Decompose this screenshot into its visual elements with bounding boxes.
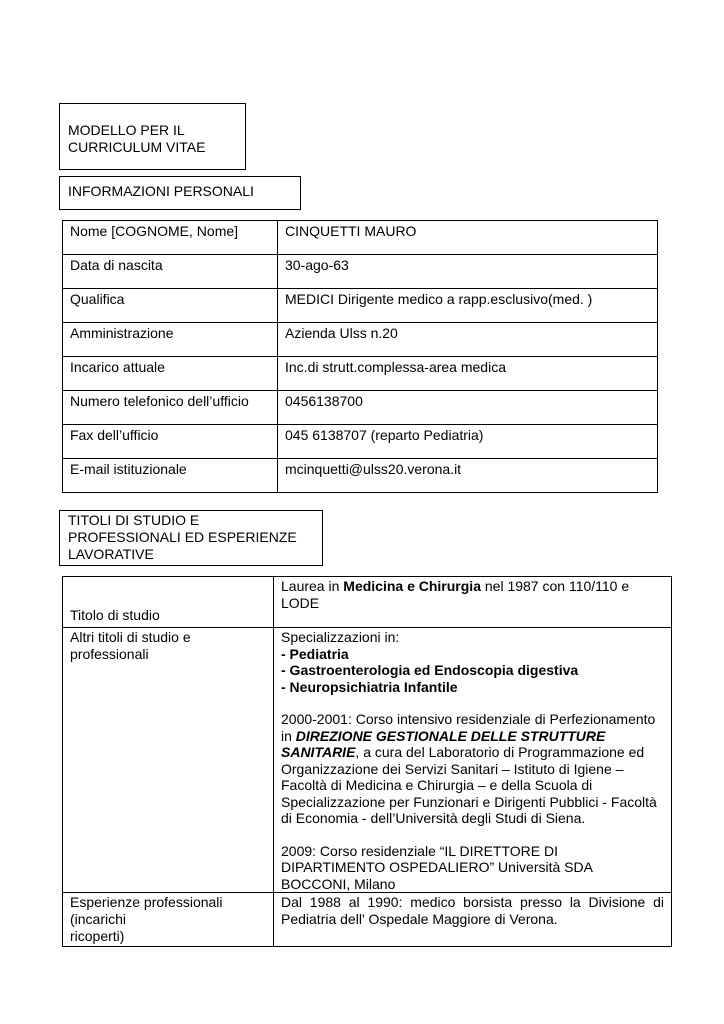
field-label: Incarico attuale (63, 357, 278, 391)
spec-item (281, 679, 664, 696)
spec-item-text: - Gastroenterologia ed Endoscopia digestiva (281, 662, 579, 678)
field-value: 0456138700 (278, 391, 658, 425)
table-row (63, 289, 658, 323)
spec-item-text: - Pediatria (281, 645, 349, 662)
table-row (63, 893, 672, 947)
experience-label (63, 893, 274, 947)
other-titles-label: Altri titoli di studio e professionali (63, 628, 274, 893)
spec-item (281, 662, 664, 679)
field-value: MEDICI Dirigente medico a rapp.esclusivo(med. ) (278, 289, 658, 323)
spec-intro: Specializzazioni in: (281, 629, 400, 645)
personal-info-heading-box (59, 176, 301, 210)
study-label-cell (63, 577, 274, 628)
course-1-bold: DIREZIONE GESTIONALE DELLE STRUTTURE SANITARIE (281, 727, 606, 760)
personal-info-heading: INFORMAZIONI PERSONALI (68, 183, 254, 199)
field-value: 045 6138707 (reparto Pediatria) (278, 425, 658, 459)
field-value: Azienda Ulss n.20 (278, 323, 658, 357)
table-row (63, 221, 658, 255)
table-row (63, 628, 672, 893)
titles-heading-line1: TITOLI DI STUDIO E (68, 512, 200, 528)
personal-info-table (62, 220, 658, 493)
course-1-post: , a cura del Laboratorio di Programmazione ed Organizzazione dei Servizi Sanitari – Istituto di Igiene – Facoltà di Medicina e Chirurgia – e della Scuola di Specializzazione per Funzionari e Dirigenti Pubblici - Facoltà di Economia - dell’Università degli Studi di Siena. (281, 744, 657, 826)
other-titles-value (274, 628, 672, 893)
course-1 (281, 711, 664, 827)
study-value (274, 577, 672, 628)
field-label: E-mail istituzionale (63, 459, 278, 493)
field-label: Amministrazione (63, 323, 278, 357)
experience-label-line3: ricoperti) (70, 928, 125, 944)
cv-model-title-box (59, 103, 246, 170)
field-value: Inc.di strutt.complessa-area medica (278, 357, 658, 391)
table-row (63, 323, 658, 357)
field-value: 30-ago-63 (278, 255, 658, 289)
table-row (63, 255, 658, 289)
course-1-pre: 2000-2001: Corso intensivo residenziale di Perfezionamento in (281, 711, 656, 744)
experience-value: Dal 1988 al 1990: medico borsista presso la Divisione di Pediatria dell' Ospedale Maggiore di Verona. (274, 893, 672, 947)
table-row (63, 391, 658, 425)
spec-item (281, 646, 664, 663)
study-label: Titolo di studio (70, 607, 160, 623)
cv-model-title-line2: CURRICULUM VITAE (68, 139, 206, 155)
field-label: Data di nascita (63, 255, 278, 289)
table-row (63, 357, 658, 391)
table-row (63, 459, 658, 493)
table-row (63, 425, 658, 459)
spacer (281, 695, 664, 711)
education-experience-table (62, 576, 672, 947)
experience-label-line2: (incarichi (70, 911, 127, 927)
spacer (281, 827, 664, 843)
course-2: 2009: Corso residenziale “IL DIRETTORE DI DIPARTIMENTO OSPEDALIERO” Università SDA BOCCONI, Milano (281, 842, 593, 892)
study-value-pre: Laurea in (281, 578, 344, 594)
spec-item-text: - Neuropsichiatria Infantile (281, 678, 458, 695)
titles-heading-line3: LAVORATIVE (68, 546, 154, 562)
field-value: CINQUETTI MAURO (278, 221, 658, 255)
study-value-post: nel 1987 con 110/110 e LODE (281, 578, 630, 611)
field-label: Qualifica (63, 289, 278, 323)
titles-heading-box (59, 510, 323, 566)
field-label: Fax dell’ufficio (63, 425, 278, 459)
study-value-bold: Medicina e Chirurgia (343, 578, 481, 594)
table-row (63, 577, 672, 628)
cv-model-title-line1: MODELLO PER IL (68, 122, 185, 138)
email-value: mcinquetti@ulss20.verona.it (278, 459, 658, 493)
field-label: Numero telefonico dell’ufficio (63, 391, 278, 425)
experience-label-line1: Esperienze professionali (70, 894, 223, 910)
field-label: Nome [COGNOME, Nome] (63, 221, 278, 255)
titles-heading-line2: PROFESSIONALI ED ESPERIENZE (68, 529, 297, 545)
